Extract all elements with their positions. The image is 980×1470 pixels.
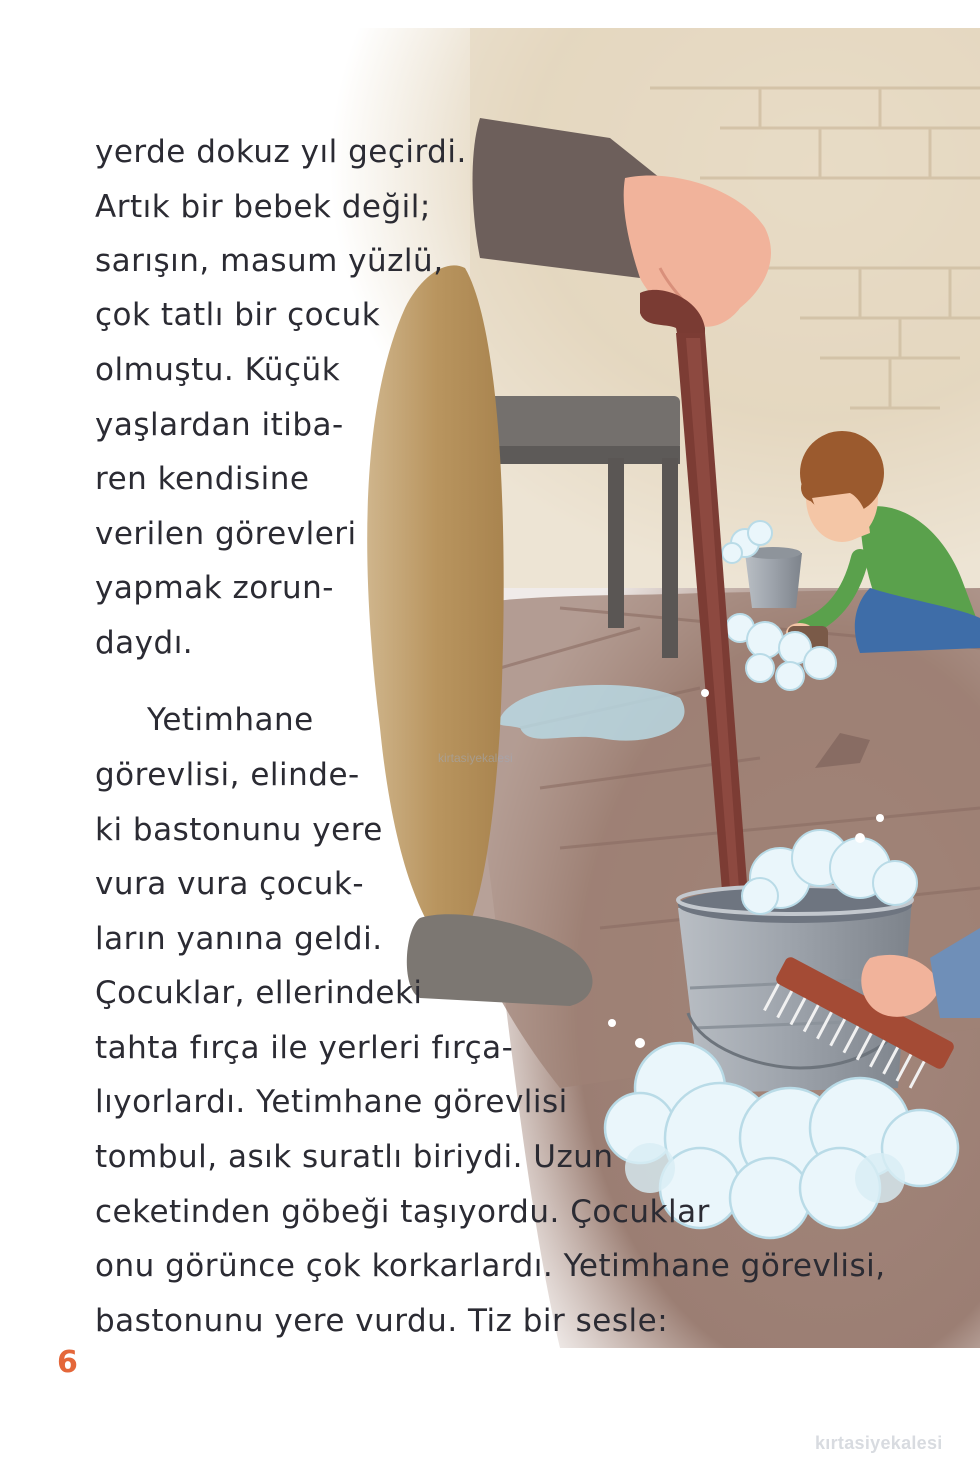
story-line: lıyorlardı. Yetimhane görevlisi — [95, 1084, 568, 1120]
story-line: Yetimhane — [147, 702, 314, 738]
story-line: onu görünce çok korkarlardı. Yetimhane görevlisi, — [95, 1248, 886, 1284]
story-line: sarışın, masum yüzlü, — [95, 243, 444, 279]
page-number: 6 — [57, 1345, 78, 1380]
watermark-center: kirtasiyekalesi — [438, 751, 513, 765]
watermark-corner: kırtasiyekalesi — [815, 1433, 943, 1453]
story-line: vura vura çocuk- — [95, 866, 365, 902]
story-line: ceketinden göbeği taşıyordu. Çocuklar — [95, 1194, 710, 1230]
story-line: tahta fırça ile yerleri fırça- — [95, 1030, 514, 1066]
story-line: ki bastonunu yere — [95, 812, 383, 848]
story-line: yapmak zorun- — [95, 570, 334, 606]
story-line: Artık bir bebek değil; — [95, 189, 431, 225]
story-line: Çocuklar, ellerindeki — [95, 975, 423, 1011]
story-line: çok tatlı bir çocuk — [95, 297, 381, 333]
story-line: tombul, asık suratlı biriydi. Uzun — [95, 1139, 614, 1175]
story-line: yaşlardan itiba- — [95, 407, 344, 443]
story-line: ren kendisine — [95, 461, 310, 497]
story-line: ların yanına geldi. — [95, 921, 383, 957]
story-line: olmuştu. Küçük — [95, 352, 341, 388]
book-page — [0, 28, 980, 1348]
story-line: verilen görevleri — [95, 516, 357, 552]
story-line: yerde dokuz yıl geçirdi. — [95, 134, 467, 170]
story-line: bastonunu yere vurdu. Tiz bir sesle: — [95, 1303, 669, 1339]
story-line: görevlisi, elinde- — [95, 757, 360, 793]
story-line: daydı. — [95, 625, 194, 661]
